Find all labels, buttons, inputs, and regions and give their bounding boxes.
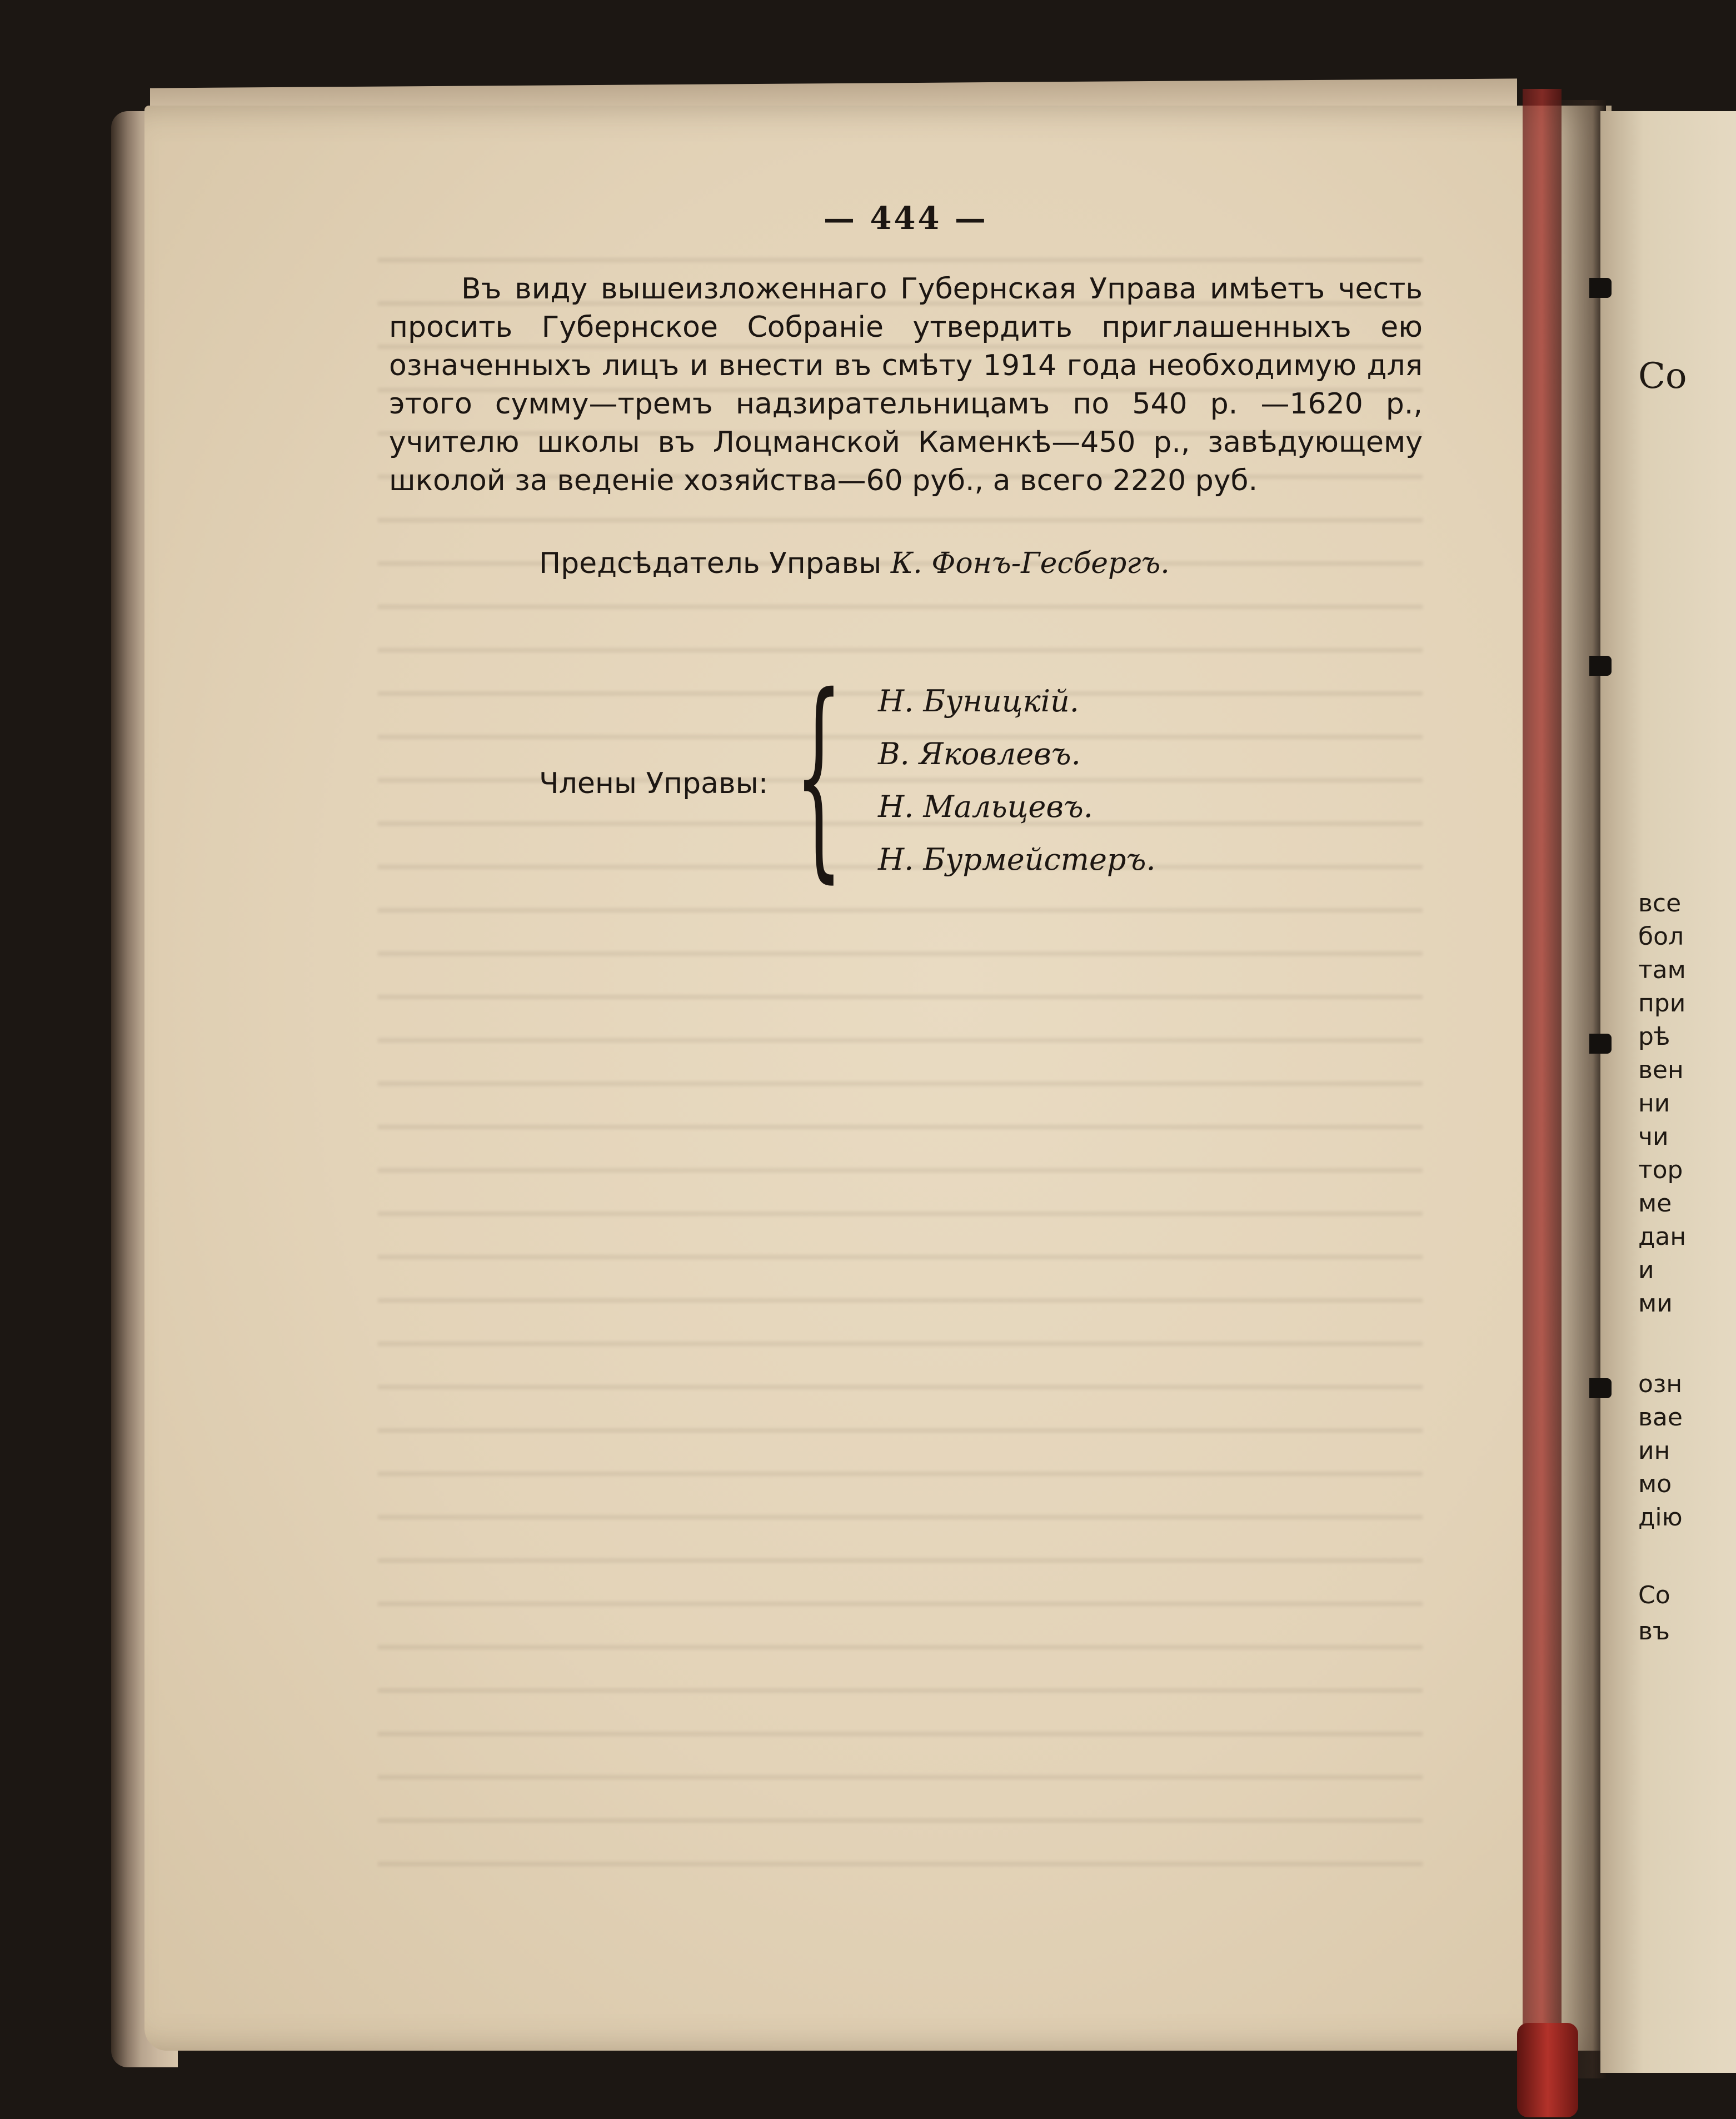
right-page-line: дан — [1638, 1223, 1687, 1251]
right-page-line: ин — [1638, 1437, 1670, 1465]
right-page-line: дію — [1638, 1503, 1683, 1532]
page-number: — 444 — — [824, 200, 988, 237]
right-page-line: все — [1638, 889, 1682, 918]
right-page-line: мо — [1638, 1470, 1672, 1498]
right-page-line: при — [1638, 989, 1686, 1018]
right-page-line: ни — [1638, 1089, 1670, 1118]
member-name: Н. Бурмейстеръ. — [878, 842, 1156, 877]
member-name: Н. Мальцевъ. — [878, 789, 1093, 824]
curly-brace-icon: { — [795, 649, 843, 901]
right-page-line: чи — [1638, 1123, 1669, 1151]
chairman-name: К. Фонъ-Гесбергъ. — [890, 547, 1170, 580]
member-name: В. Яковлевъ. — [878, 736, 1081, 771]
members-block — [539, 649, 1317, 906]
right-page-line: там — [1638, 956, 1686, 984]
right-page-line: вен — [1638, 1056, 1684, 1084]
binding-tab — [1589, 278, 1612, 298]
binding-tab — [1589, 1034, 1612, 1054]
right-page-line: бол — [1638, 923, 1684, 951]
red-bookmark-ribbon — [1517, 2023, 1578, 2117]
right-page-line: вае — [1638, 1403, 1683, 1432]
right-page-heading: Co — [1638, 356, 1687, 397]
right-page-line: озн — [1638, 1370, 1683, 1398]
right-page-line: и — [1638, 1256, 1654, 1284]
right-page-line: ме — [1638, 1189, 1672, 1218]
member-name: Н. Буницкій. — [878, 684, 1079, 719]
right-page-line: Co — [1638, 1581, 1670, 1609]
right-page-line: въ — [1638, 1617, 1670, 1646]
binding-tab — [1589, 1378, 1612, 1398]
right-page-line: ми — [1638, 1289, 1673, 1318]
right-page-line: рѣ — [1638, 1023, 1670, 1051]
chairman-title: Предсѣдатель Управы — [539, 547, 882, 580]
main-text-column — [389, 200, 1423, 583]
chairman-signature — [539, 545, 1423, 583]
spine-shadow — [1539, 100, 1606, 2078]
right-page-line: тор — [1638, 1156, 1683, 1184]
body-paragraph: Въ виду вышеизложеннаго Губернская Управа имѣетъ честь просить Губернское Собраніе утвердить приглашенныхъ ею означенныхъ лицъ и внести въ смѣту 1914 года необходимую для этого сумму—тремъ надзирательницамъ по 540 р. —1620 р., учителю школы въ Лоцманской Каменкѣ—450 р., завѣдующему школой за веденіе хозяйства—60 руб., а всего 2220 руб. — [389, 272, 1423, 497]
binding-tab — [1589, 656, 1612, 676]
members-label: Члены Управы: — [539, 767, 769, 800]
